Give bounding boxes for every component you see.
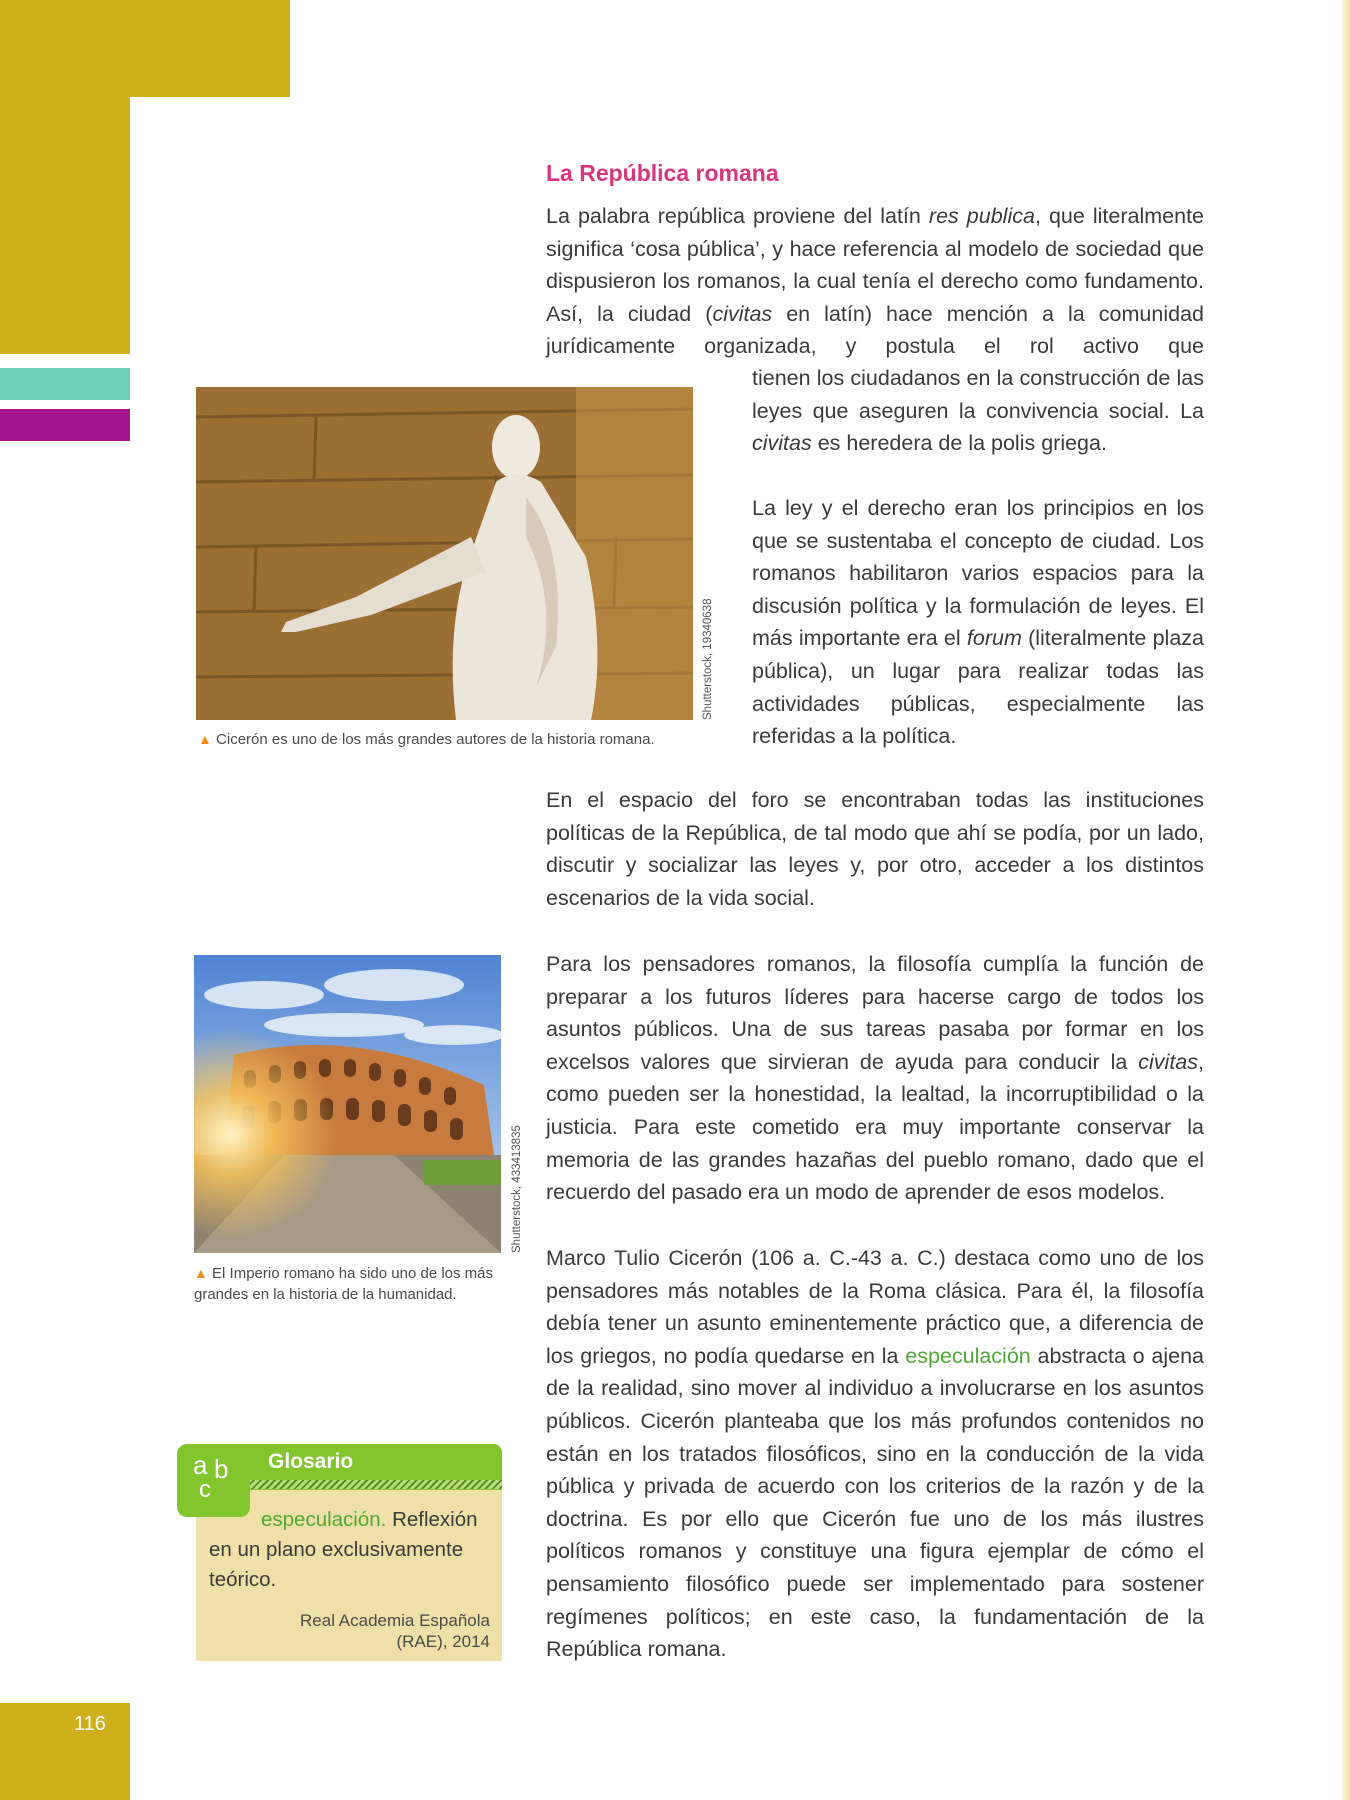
paragraph-1-indented: tienen los ciudadanos en la construcción de las leyes que aseguren la convivencia social. La civitas es heredera de la polis griega. [752, 366, 1204, 456]
glossary-source: Real Academia Española (RAE), 2014 [300, 1611, 490, 1651]
paragraph-2: La ley y el derecho eran los principios en los que se sustentaba el concepto de ciudad. Los romanos habilitaron varios espacios para la discusión política y la formulación de leyes. El más importante era el forum (literalmente plaza pública), un lugar para realizar todas las actividades públicas, especialmente las referidas a la política. [752, 496, 1204, 749]
glossary-term: especulación. [261, 1508, 387, 1531]
page-edge-shadow [1342, 0, 1350, 1800]
teal-stripe [0, 368, 130, 400]
section-title: La República romana [546, 160, 779, 186]
colosseum-image-credit: Shutterstock, 433413835 [511, 1125, 523, 1253]
colosseum-illustration [194, 955, 501, 1253]
glossary-abc-icon: a b c [177, 1444, 250, 1517]
cicero-caption: ▲ Cicerón es uno de los más grandes autores de la historia romana. [198, 731, 655, 748]
page-number-box [0, 1703, 130, 1800]
colosseum-image [194, 955, 501, 1253]
paragraph-4: Para los pensadores romanos, la filosofía cumplía la función de preparar a los futuros líderes para hacerse cargo de todos los asuntos públicos. Una de sus tareas pasaba por formar en los excelsos valores que sirvieran de ayuda para conducir la civitas, como pueden ser la honestidad, la lealtad, la incorruptibilidad o la justicia. Para este cometido era muy importante conservar la memoria de las grandes hazañas del pueblo romano, dado que el recuerdo del pasado era un modo de aprender de esos modelos. [546, 952, 1204, 1205]
colosseum-caption: ▲ El Imperio romano ha sido uno de los más grandes en la historia de la humanidad. [194, 1265, 494, 1303]
glossary-definition: Reflexión en un plano exclusivamente teórico. [209, 1508, 478, 1591]
magenta-stripe [0, 409, 130, 441]
cicero-statue-illustration [196, 387, 693, 720]
paragraph-5: Marco Tulio Cicerón (106 a. C.-43 a. C.) destaca como uno de los pensadores más notables de la Roma clásica. Para él, la filosofía debía tener un asunto eminentemente práctico que, a diferencia de los griegos, no podía quedarse en la especulación abstracta o ajena de la realidad, sino mover al individuo a involucrarse en los asuntos públicos. Cicerón planteaba que los más profundos contenidos no están en los tratados filosóficos, sino en la conducción de la vida pública y privada de acuerdo con los criterios de la razón y de la doctrina. Es por ello que Cicerón fue uno de los más ilustres políticos romanos y constituye una figura ejemplar de cómo el pensamiento filosófico puede ser implementado para sostener regímenes políticos; en este caso, la fundamentación de la República romana. [546, 1246, 1204, 1662]
caption-triangle-icon: ▲ [194, 1265, 208, 1281]
cicero-statue-image [196, 387, 693, 720]
glossary-entry [209, 1505, 494, 1595]
glossary-title: Glosario [268, 1450, 354, 1473]
cicero-image-credit: Shutterstock, 19340638 [702, 598, 714, 720]
paragraph-1-top: La palabra república proviene del latín res publica, que literalmente significa ‘cosa pública’, y hace referencia al modelo de sociedad que dispusieron los romanos, la cual tenía el derecho como fundamento. Así, la ciudad (civitas en latín) hace mención a la comunidad jurídicamente organizada, y postula el rol activo que [546, 204, 1204, 359]
page-number: 116 [74, 1713, 106, 1735]
p1-cont: en latín) hace mención a la comunidad jurídicamente organizada, y postula el rol activo que [546, 301, 1204, 359]
caption-triangle-icon: ▲ [198, 731, 212, 747]
header-color-band [0, 0, 290, 97]
glossary-term-link[interactable]: especulación [905, 1343, 1031, 1368]
left-color-band [0, 96, 130, 354]
paragraph-3: En el espacio del foro se encontraban todas las instituciones políticas de la República, de tal modo que ahí se podía, por un lado, discutir y socializar las leyes y, por otro, acceder a los distintos escenarios de la vida social. [546, 788, 1204, 910]
